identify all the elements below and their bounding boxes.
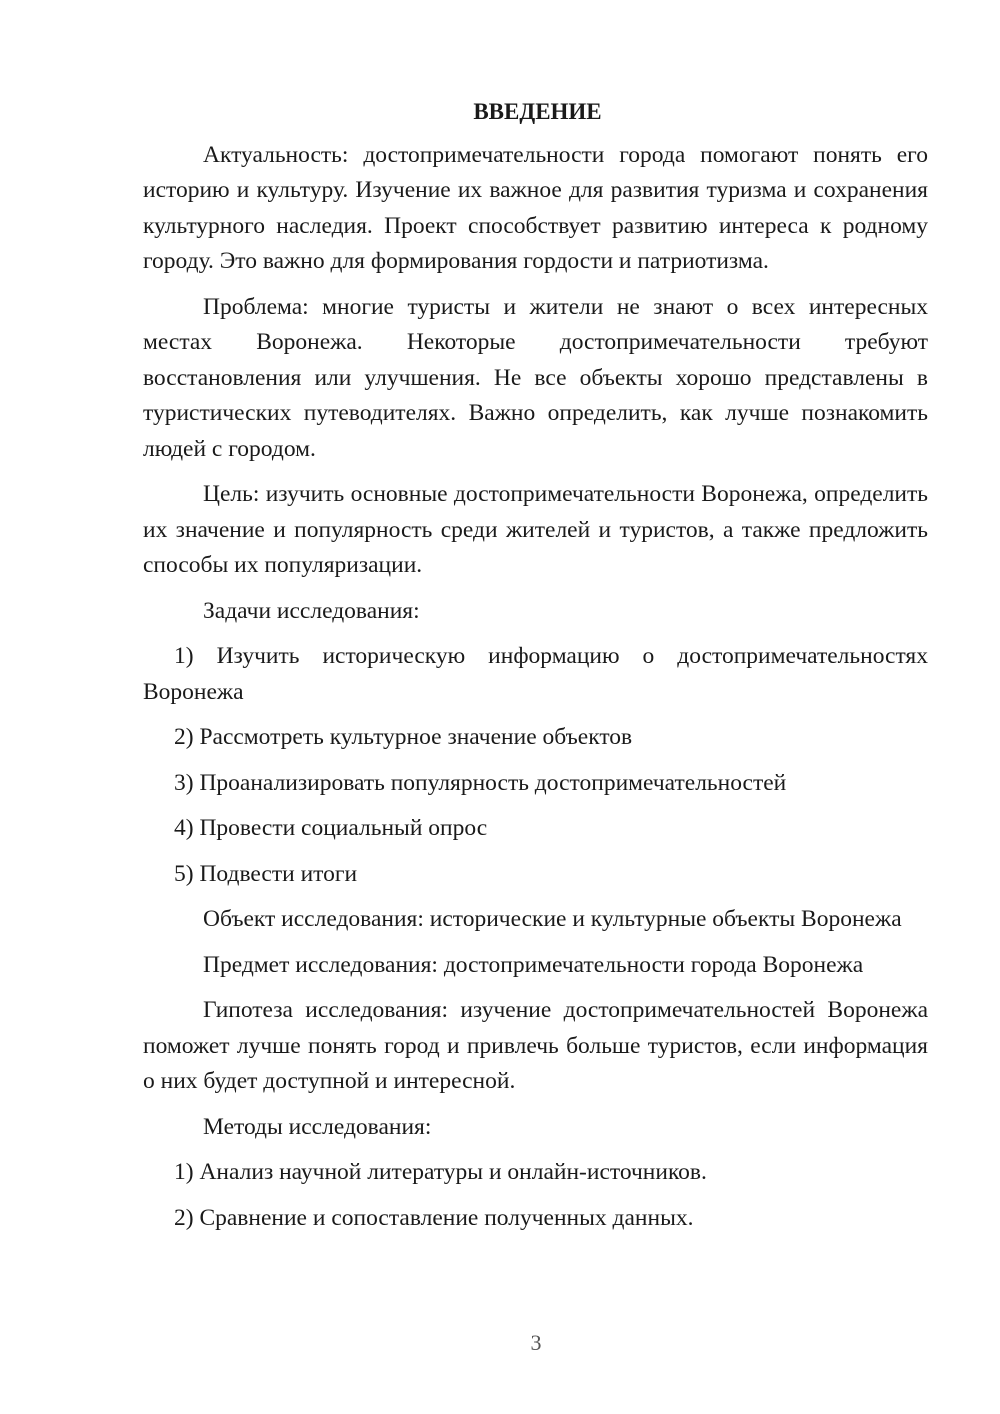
tasks-heading: Задачи исследования:	[203, 597, 420, 624]
task-item-2: 2) Рассмотреть культурное значение объектов	[174, 724, 633, 750]
task-item-1: 1) Изучить историческую информацию о достопримечательностях Воронежа	[143, 643, 928, 705]
subject-paragraph: Предмет исследования: достопримечательности города Воронежа	[203, 951, 864, 978]
goal-paragraph: Цель: изучить основные достопримечательности Воронежа, определить их значение и популярность среди жителей и туристов, а также предложить способы их популяризации.	[143, 481, 928, 578]
page-content	[143, 94, 928, 1246]
object-paragraph: Объект исследования: исторические и культурные объекты Воронежа	[203, 906, 902, 932]
page-title: ВВЕДЕНИЕ	[473, 99, 602, 124]
task-item-4: 4) Провести социальный опрос	[174, 815, 488, 841]
methods-list	[143, 1155, 928, 1236]
method-item-2: 2) Сравнение и сопоставление полученных данных.	[174, 1204, 694, 1231]
problem-paragraph: Проблема: многие туристы и жители не знают о всех интересных местах Воронежа. Некоторые достопримечательности требуют восстановления или улучшения. Не все объекты хорошо представлены в туристических путеводителях. Важно определить, как лучше познакомить людей с городом.	[143, 293, 928, 462]
tasks-list	[143, 639, 928, 892]
relevance-paragraph: Актуальность: достопримечательности города помогают понять его историю и культуру. Изучение их важное для развития туризма и сохранения культурного наследия. Проект способствует развитию интереса к родному городу. Это важно для формирования гордости и патриотизма.	[143, 141, 928, 274]
methods-heading: Методы исследования:	[203, 1113, 432, 1140]
task-item-3: 3) Проанализировать популярность достопримечательностей	[174, 769, 787, 796]
method-item-1: 1) Анализ научной литературы и онлайн-источников.	[174, 1159, 707, 1185]
task-item-5: 5) Подвести итоги	[174, 860, 358, 887]
page-number: 3	[530, 1330, 542, 1355]
hypothesis-paragraph: Гипотеза исследования: изучение достопримечательностей Воронежа поможет лучше понять город и привлечь больше туристов, если информация о них будет доступной и интересной.	[143, 997, 928, 1094]
